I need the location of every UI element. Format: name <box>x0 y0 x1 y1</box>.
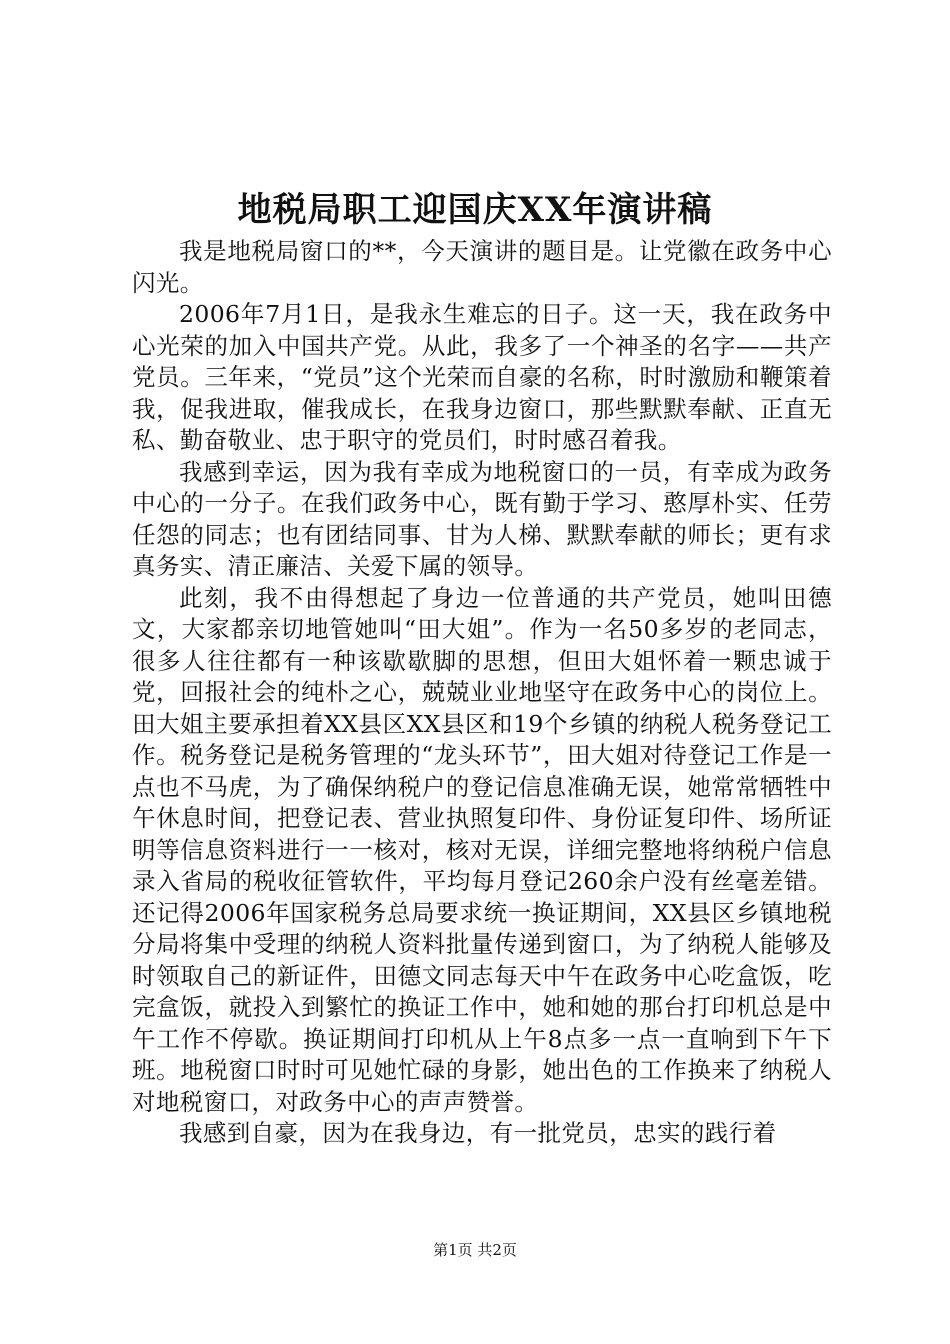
page-footer: 第1页 共2页 <box>433 1241 517 1259</box>
document-body <box>132 236 832 1150</box>
paragraph: 2006年7月1日，是我永生难忘的日子。这一天，我在政务中心光荣的加入中国共产党。从此，我多了一个神圣的名字——共产党员。三年来，“党员”这个光荣而自豪的名称，时时激励和鞭策着我，促我进取，催我成长，在我身边窗口，那些默默奉献、正直无私、勤奋敬业、忠于职守的党员们，时时感召着我。 <box>132 300 832 454</box>
document-title: 地税局职工迎国庆XX年演讲稿 <box>237 190 713 230</box>
paragraph: 我是地税局窗口的**，今天演讲的题目是。让党徽在政务中心闪光。 <box>132 237 832 297</box>
paragraph: 此刻，我不由得想起了身边一位普通的共产党员，她叫田德文，大家都亲切地管她叫“田大姐”。作为一名50多岁的老同志，很多人往往都有一种该歇歇脚的思想，但田大姐怀着一颗忠诚于党，回报社会的纯朴之心，兢兢业业地坚守在政务中心的岗位上。田大姐主要承担着XX县区XX县区和19个乡镇的纳税人税务登记工作。税务登记是税务管理的“龙头环节”，田大姐对待登记工作是一点也不马虎，为了确保纳税户的登记信息准确无误，她常常牺牲中午休息时间，把登记表、营业执照复印件、身份证复印件、场所证明等信息资料进行一一核对，核对无误，详细完整地将纳税户信息录入省局的税收征管软件，平均每月登记260余户没有丝毫差错。还记得2006年国家税务总局要求统一换证期间，XX县区乡镇地税分局将集中受理的纳税人资料批量传递到窗口，为了纳税人能够及时领取自己的新证件，田德文同志每天中午在政务中心吃盒饭，吃完盒饭，就投入到繁忙的换证工作中，她和她的那台打印机总是中午工作不停歇。换证期间打印机从上午8点多一点一直响到下午下班。地税窗口时时可见她忙碌的身影，她出色的工作换来了纳税人对地税窗口，对政务中心的声声赞誉。 <box>132 583 832 1116</box>
paragraph: 我感到幸运，因为我有幸成为地税窗口的一员，有幸成为政务中心的一分子。在我们政务中心，既有勤于学习、憨厚朴实、任劳任怨的同志；也有团结同事、甘为人梯、默默奉献的师长；更有求真务实、清正廉洁、关爱下属的领导。 <box>132 457 832 580</box>
paragraph: 我感到自豪，因为在我身边，有一批党员，忠实的践行着 <box>179 1119 777 1147</box>
